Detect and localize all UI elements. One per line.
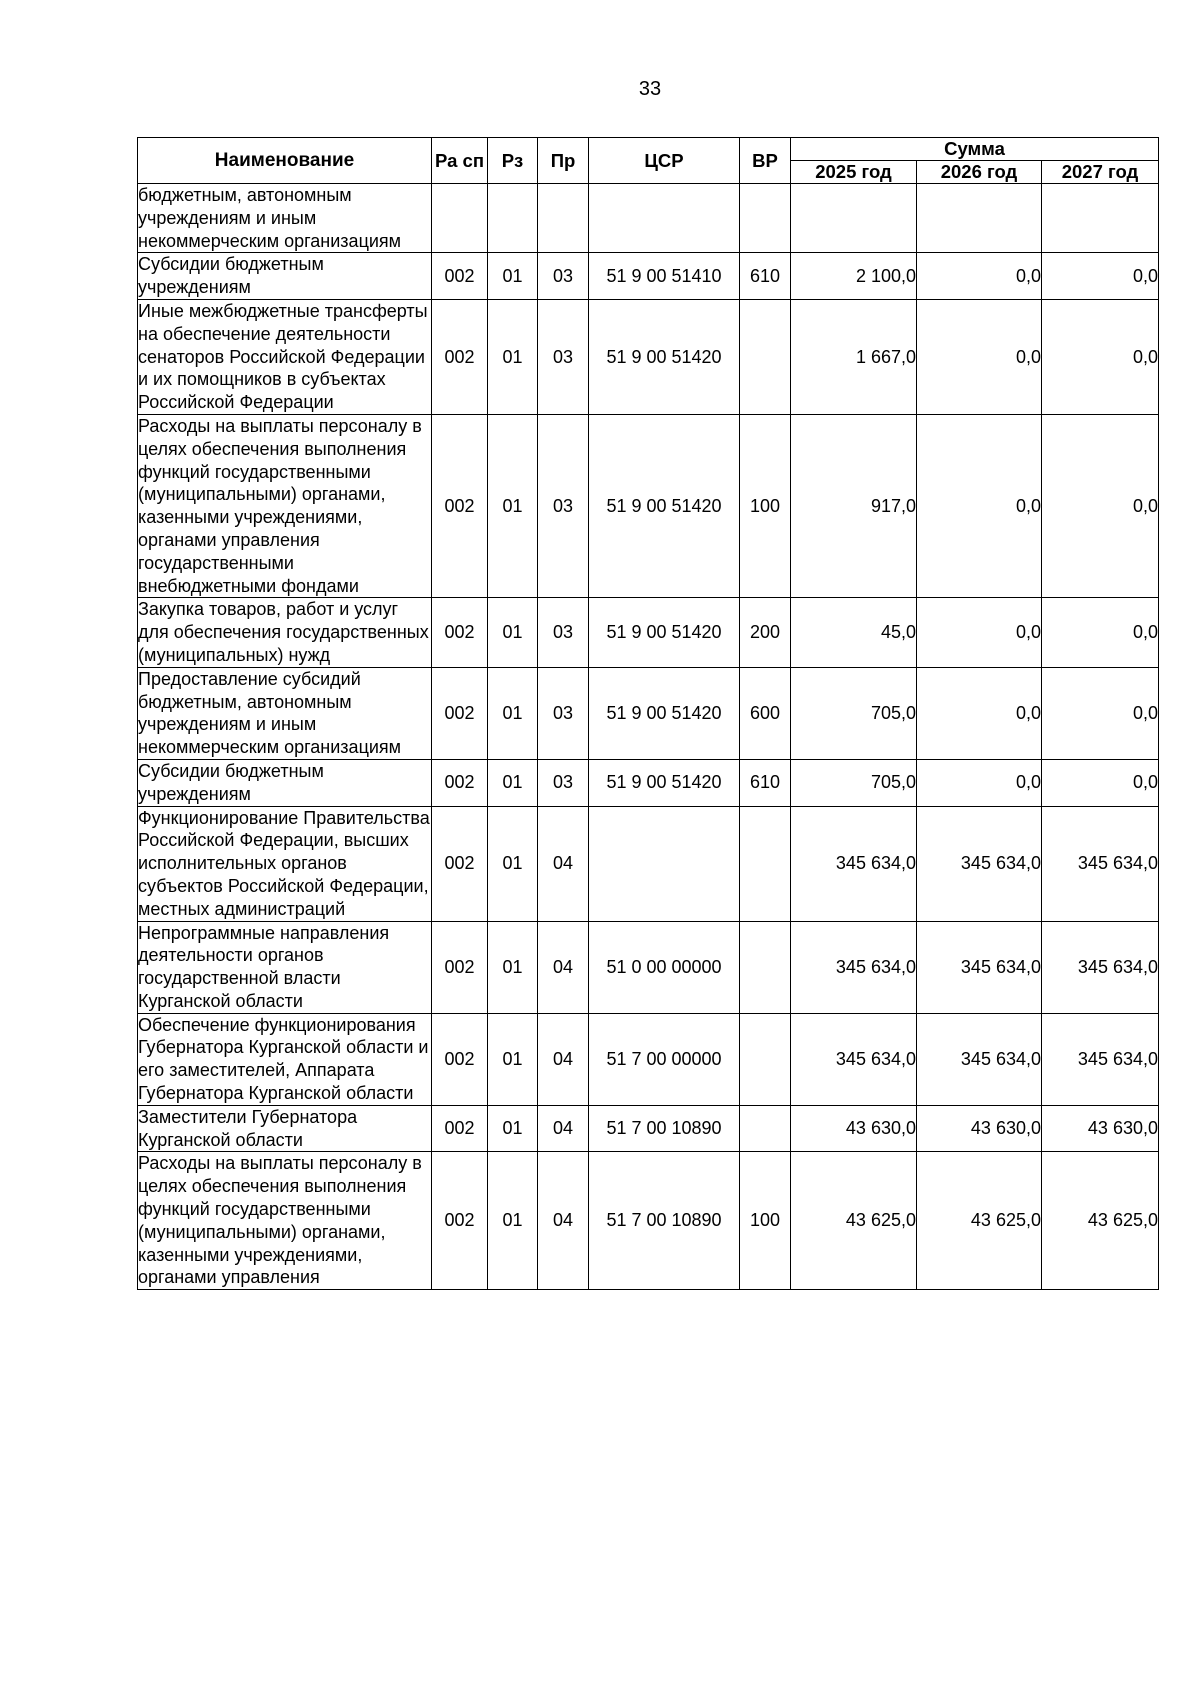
row-vr — [740, 1105, 791, 1152]
row-amount-2025: 917,0 — [791, 414, 917, 597]
row-csr: 51 9 00 51410 — [589, 253, 740, 300]
row-amount-2026: 43 625,0 — [917, 1152, 1042, 1290]
header-csr: ЦСР — [589, 138, 740, 184]
row-vr: 100 — [740, 414, 791, 597]
row-amount-2025: 345 634,0 — [791, 1013, 917, 1105]
row-vr: 600 — [740, 667, 791, 759]
row-amount-2027 — [1042, 184, 1159, 253]
row-amount-2026: 0,0 — [917, 299, 1042, 414]
row-amount-2025: 43 630,0 — [791, 1105, 917, 1152]
row-vr — [740, 184, 791, 253]
row-pr: 04 — [538, 806, 589, 921]
row-amount-2027: 0,0 — [1042, 299, 1159, 414]
table-row — [138, 1105, 1159, 1152]
row-amount-2025: 45,0 — [791, 598, 917, 667]
table-row — [138, 253, 1159, 300]
row-rz: 01 — [488, 598, 538, 667]
row-rz: 01 — [488, 1105, 538, 1152]
row-amount-2026: 0,0 — [917, 253, 1042, 300]
row-csr — [589, 806, 740, 921]
row-rz: 01 — [488, 759, 538, 806]
row-name: Закупка товаров, работ и услуг для обеспечения государственных (муниципальных) нужд — [138, 598, 432, 667]
table-row — [138, 184, 1159, 253]
row-pr: 03 — [538, 253, 589, 300]
row-rz — [488, 184, 538, 253]
row-amount-2027: 0,0 — [1042, 667, 1159, 759]
row-pr: 03 — [538, 598, 589, 667]
row-name: Расходы на выплаты персоналу в целях обеспечения выполнения функций государственными (муниципальными) органами, казенными учреждениями, органами управления — [138, 1152, 432, 1290]
row-csr: 51 9 00 51420 — [589, 414, 740, 597]
row-vr — [740, 921, 791, 1013]
row-amount-2026: 43 630,0 — [917, 1105, 1042, 1152]
header-rasp: Ра сп — [432, 138, 488, 184]
row-amount-2026: 0,0 — [917, 598, 1042, 667]
row-csr: 51 0 00 00000 — [589, 921, 740, 1013]
row-vr: 100 — [740, 1152, 791, 1290]
row-csr: 51 7 00 10890 — [589, 1105, 740, 1152]
row-name: Субсидии бюджетным учреждениям — [138, 253, 432, 300]
row-amount-2026: 345 634,0 — [917, 806, 1042, 921]
row-rz: 01 — [488, 253, 538, 300]
row-amount-2025: 705,0 — [791, 667, 917, 759]
row-amount-2025: 1 667,0 — [791, 299, 917, 414]
row-amount-2025: 705,0 — [791, 759, 917, 806]
row-name: Обеспечение функционирования Губернатора Курганской области и его заместителей, Аппарата Губернатора Курганской области — [138, 1013, 432, 1105]
row-vr — [740, 806, 791, 921]
row-amount-2025: 345 634,0 — [791, 921, 917, 1013]
row-rz: 01 — [488, 667, 538, 759]
row-rasp: 002 — [432, 806, 488, 921]
table-row — [138, 598, 1159, 667]
row-csr: 51 9 00 51420 — [589, 299, 740, 414]
row-name: Предоставление субсидий бюджетным, автономным учреждениям и иным некоммерческим организациям — [138, 667, 432, 759]
header-pr: Пр — [538, 138, 589, 184]
row-amount-2026: 345 634,0 — [917, 1013, 1042, 1105]
row-csr: 51 9 00 51420 — [589, 598, 740, 667]
row-rasp: 002 — [432, 598, 488, 667]
row-rasp: 002 — [432, 759, 488, 806]
table-row — [138, 1013, 1159, 1105]
row-amount-2027: 43 630,0 — [1042, 1105, 1159, 1152]
row-rasp: 002 — [432, 414, 488, 597]
row-csr: 51 7 00 10890 — [589, 1152, 740, 1290]
table-row — [138, 414, 1159, 597]
row-csr: 51 9 00 51420 — [589, 667, 740, 759]
row-pr: 03 — [538, 414, 589, 597]
row-pr: 03 — [538, 667, 589, 759]
row-name: бюджетным, автономным учреждениям и иным некоммерческим организациям — [138, 184, 432, 253]
row-rz: 01 — [488, 1152, 538, 1290]
row-csr: 51 9 00 51420 — [589, 759, 740, 806]
row-name: Заместители Губернатора Курганской области — [138, 1105, 432, 1152]
row-vr: 610 — [740, 253, 791, 300]
row-pr: 04 — [538, 1105, 589, 1152]
header-rz: Рз — [488, 138, 538, 184]
row-pr — [538, 184, 589, 253]
row-rasp: 002 — [432, 1013, 488, 1105]
table-row — [138, 1152, 1159, 1290]
row-csr: 51 7 00 00000 — [589, 1013, 740, 1105]
row-rasp: 002 — [432, 299, 488, 414]
header-vr: ВР — [740, 138, 791, 184]
row-amount-2025: 2 100,0 — [791, 253, 917, 300]
row-amount-2026: 345 634,0 — [917, 921, 1042, 1013]
table-row — [138, 921, 1159, 1013]
row-rasp: 002 — [432, 1152, 488, 1290]
row-amount-2026: 0,0 — [917, 414, 1042, 597]
row-amount-2025: 43 625,0 — [791, 1152, 917, 1290]
row-rasp: 002 — [432, 253, 488, 300]
row-name: Расходы на выплаты персоналу в целях обеспечения выполнения функций государственными (муниципальными) органами, казенными учреждениями, органами управления государственными внебюджетными фондами — [138, 414, 432, 597]
row-name: Субсидии бюджетным учреждениям — [138, 759, 432, 806]
row-amount-2025: 345 634,0 — [791, 806, 917, 921]
row-pr: 04 — [538, 921, 589, 1013]
row-csr — [589, 184, 740, 253]
table-row — [138, 806, 1159, 921]
row-amount-2025 — [791, 184, 917, 253]
row-pr: 04 — [538, 1013, 589, 1105]
row-amount-2027: 0,0 — [1042, 253, 1159, 300]
row-rasp — [432, 184, 488, 253]
row-amount-2027: 345 634,0 — [1042, 921, 1159, 1013]
table-row — [138, 759, 1159, 806]
header-row — [138, 138, 1159, 161]
row-name: Иные межбюджетные трансферты на обеспечение деятельности сенаторов Российской Федерации и их помощников в субъектах Российской Федерации — [138, 299, 432, 414]
page-number: 33 — [638, 78, 662, 100]
table-row — [138, 299, 1159, 414]
row-amount-2027: 0,0 — [1042, 598, 1159, 667]
row-pr: 03 — [538, 759, 589, 806]
row-rz: 01 — [488, 299, 538, 414]
row-amount-2027: 43 625,0 — [1042, 1152, 1159, 1290]
row-amount-2026: 0,0 — [917, 667, 1042, 759]
row-amount-2027: 0,0 — [1042, 759, 1159, 806]
row-rz: 01 — [488, 806, 538, 921]
row-rasp: 002 — [432, 667, 488, 759]
row-amount-2027: 345 634,0 — [1042, 1013, 1159, 1105]
row-pr: 03 — [538, 299, 589, 414]
budget-table — [137, 137, 1159, 1290]
row-rasp: 002 — [432, 921, 488, 1013]
row-amount-2027: 345 634,0 — [1042, 806, 1159, 921]
row-vr: 200 — [740, 598, 791, 667]
row-amount-2026: 0,0 — [917, 759, 1042, 806]
header-year-2027: 2027 год — [1042, 161, 1159, 184]
row-amount-2026 — [917, 184, 1042, 253]
header-name: Наименование — [138, 138, 432, 184]
row-vr — [740, 299, 791, 414]
row-rz: 01 — [488, 414, 538, 597]
table-row — [138, 667, 1159, 759]
header-year-2026: 2026 год — [917, 161, 1042, 184]
row-rz: 01 — [488, 921, 538, 1013]
row-vr: 610 — [740, 759, 791, 806]
row-pr: 04 — [538, 1152, 589, 1290]
header-summa: Сумма — [791, 138, 1159, 161]
row-rasp: 002 — [432, 1105, 488, 1152]
row-amount-2027: 0,0 — [1042, 414, 1159, 597]
row-vr — [740, 1013, 791, 1105]
header-year-2025: 2025 год — [791, 161, 917, 184]
row-name: Непрограммные направления деятельности органов государственной власти Курганской области — [138, 921, 432, 1013]
row-rz: 01 — [488, 1013, 538, 1105]
row-name: Функционирование Правительства Российской Федерации, высших исполнительных органов субъектов Российской Федерации, местных администраций — [138, 806, 432, 921]
